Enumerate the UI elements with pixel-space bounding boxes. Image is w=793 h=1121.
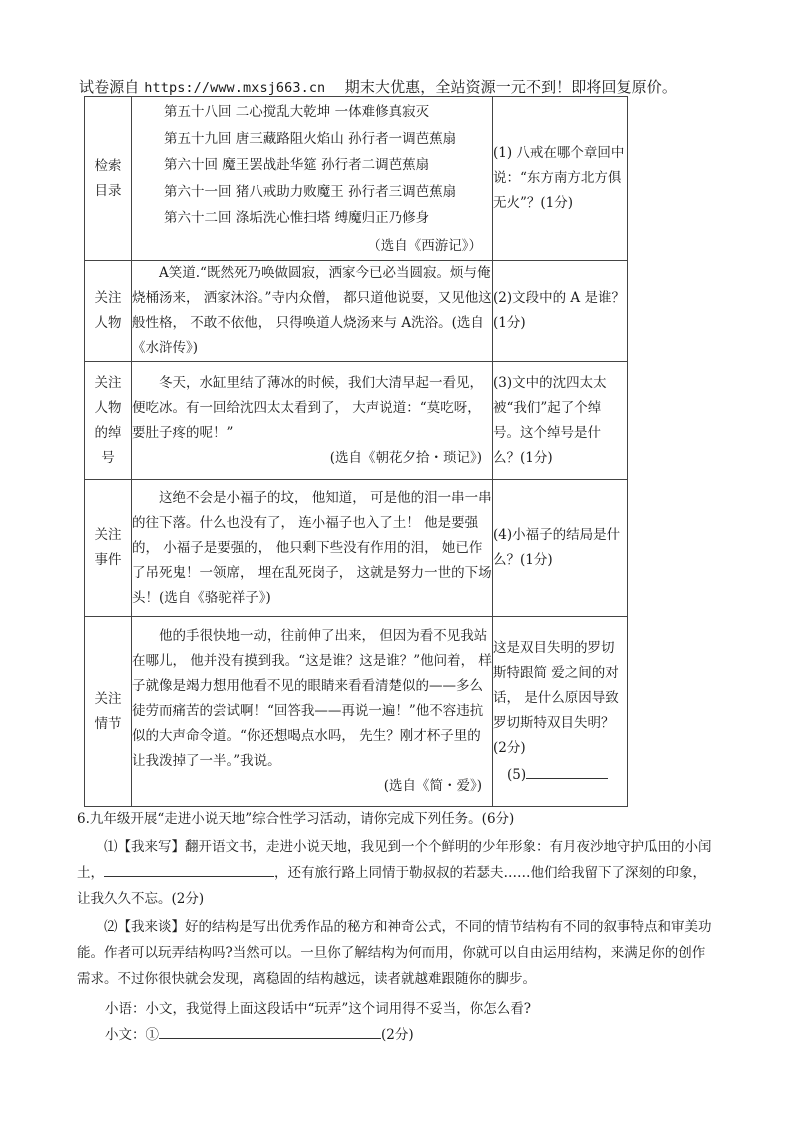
chapter-line: 第六十回 魔王罢战赴华筵 孙行者二调芭蕉扇 [164, 157, 430, 174]
source-citation: (选自《朝花夕拾・琐记》) [329, 449, 482, 466]
fill-in-blank[interactable] [104, 862, 274, 877]
row-content [132, 97, 493, 261]
question-6-title: 6.九年级开展“走进小说天地”综合性学习活动，请你完成下列任务。(6分) [77, 811, 515, 827]
row-label: 关注人物的绰号 [85, 362, 132, 480]
question-cell: (3)文中的沈四太太被“我们”起了个绰号。这个绰号是什么？(1分) [493, 362, 628, 480]
dialogue-xiaowen: 小文：① (2分) [77, 1022, 717, 1048]
answer-label: (5) [507, 766, 527, 783]
question-cell: 这是双目失明的罗切斯特跟简 爱之间的对话， 是什么原因导致罗切斯特双目失明？(2分) (5) [493, 617, 628, 807]
question-cell: (1) 八戒在哪个章回中说：“东方南方北方俱无火”？(1分) [493, 97, 628, 261]
row-content: 冬天，水缸里结了薄冰的时候，我们大清早起一看见，便吃冰。有一回给沈四太太看到了， 大声说道：“莫吃呀，要肚子疼的呢！” (选自《朝花夕拾・琐记》) [132, 362, 493, 480]
question-6-part-2: ⑵【我来谈】好的结构是写出优秀作品的秘方和神奇公式，不同的情节结构有不同的叙事特点和审美功能。作者可以玩弄结构吗?当然可以。一旦你了解结构为何而用，你就可以自由运用结构，来满足你的创作需求。不过你很快就会发现，离稳固的结构越远，读者就越难跟随你的脚步。 [77, 919, 712, 987]
row-label: 关注人物 [85, 261, 132, 362]
source-citation: (选自《简・爱》) [383, 778, 482, 794]
chapter-line: 第五十八回 二心搅乱大乾坤 一体难修真寂灭 [164, 104, 430, 121]
question-table [84, 96, 628, 807]
question-cell: (4)小福子的结局是什么？(1分) [493, 480, 628, 617]
table-row [85, 480, 628, 617]
chapter-line: 第六十一回 猪八戒助力败魔王 孙行者三调芭蕉扇 [164, 183, 457, 200]
table-row [85, 617, 628, 807]
row-content: 他的手很快地一动，往前伸了出来， 但因为看不见我站在哪儿， 他并没有摸到我。“这是谁？这是谁？”他问着， 样子就像是竭力想用他看不见的眼睛来看看清楚似的——多么徒劳而痛苦的尝试啊！“回答我——再说一遍！”他不容违抗似的大声命令道。“你还想喝点水吗， 先生？刚才杯子里的让我泼掉了一半。”我说。 (选自《简・爱》) [132, 617, 493, 807]
row-label: 关注事件 [85, 480, 132, 617]
chapter-line: 第五十九回 唐三藏路阻火焰山 孙行者一调芭蕉扇 [164, 130, 457, 147]
table-row [85, 97, 628, 261]
row-content: A笑道.“既然死乃唤做圆寂，洒家今已必当圆寂。烦与俺烧桶汤来， 洒家沐浴。”寺内众僧， 都只道他说耍，又见他这般性格， 不敢不依他， 只得唤道人烧汤来与 A洗浴。(选自《水浒传》) [132, 261, 493, 362]
table-row [85, 261, 628, 362]
dialogue-xiaoyu: 小语：小文，我觉得上面这段话中“玩弄”这个词用得不妥当，你怎么看? [105, 1001, 532, 1017]
header-promo: 期末大优惠，全站资源一元不到！即将回复原价。 [344, 78, 677, 96]
page-header [79, 76, 677, 97]
answer-blank[interactable] [526, 764, 608, 779]
row-label: 关注情节 [85, 617, 132, 807]
chapter-line: 第六十二回 涤垢洗心惟扫塔 缚魔归正乃修身 [164, 210, 430, 227]
source-url-link[interactable]: https://www.mxsj663.cn [144, 80, 326, 96]
answer-blank[interactable] [159, 1024, 381, 1039]
row-label: 检索目录 [85, 97, 132, 261]
table-row [85, 362, 628, 480]
row-content: 这绝不会是小福子的坟， 他知道， 可是他的泪一串一串的往下落。什么也没有了， 连小福子也入了土！ 他是要强的， 小福子是要强的， 他只剩下些没有作用的泪， 她已作了吊死鬼！一领席， 埋在乱死岗子， 这就是努力一世的下场头！(选自《骆驼祥子》) [132, 480, 493, 617]
question-6-part-1: ⑴【我来写】翻开语文书，走进小说天地，我见到一个个鲜明的少年形象：有月夜沙地守护瓜田的小闰土， ，还有旅行路上同情于勒叔叔的若瑟夫……他们给我留下了深刻的印象，让我久久不忘。(2分) [77, 839, 712, 907]
source-citation: （选自《西游记》） [367, 237, 482, 254]
header-prefix: 试卷源自 [79, 78, 145, 96]
question-cell: (2)文段中的 A 是谁？(1分) [493, 261, 628, 362]
